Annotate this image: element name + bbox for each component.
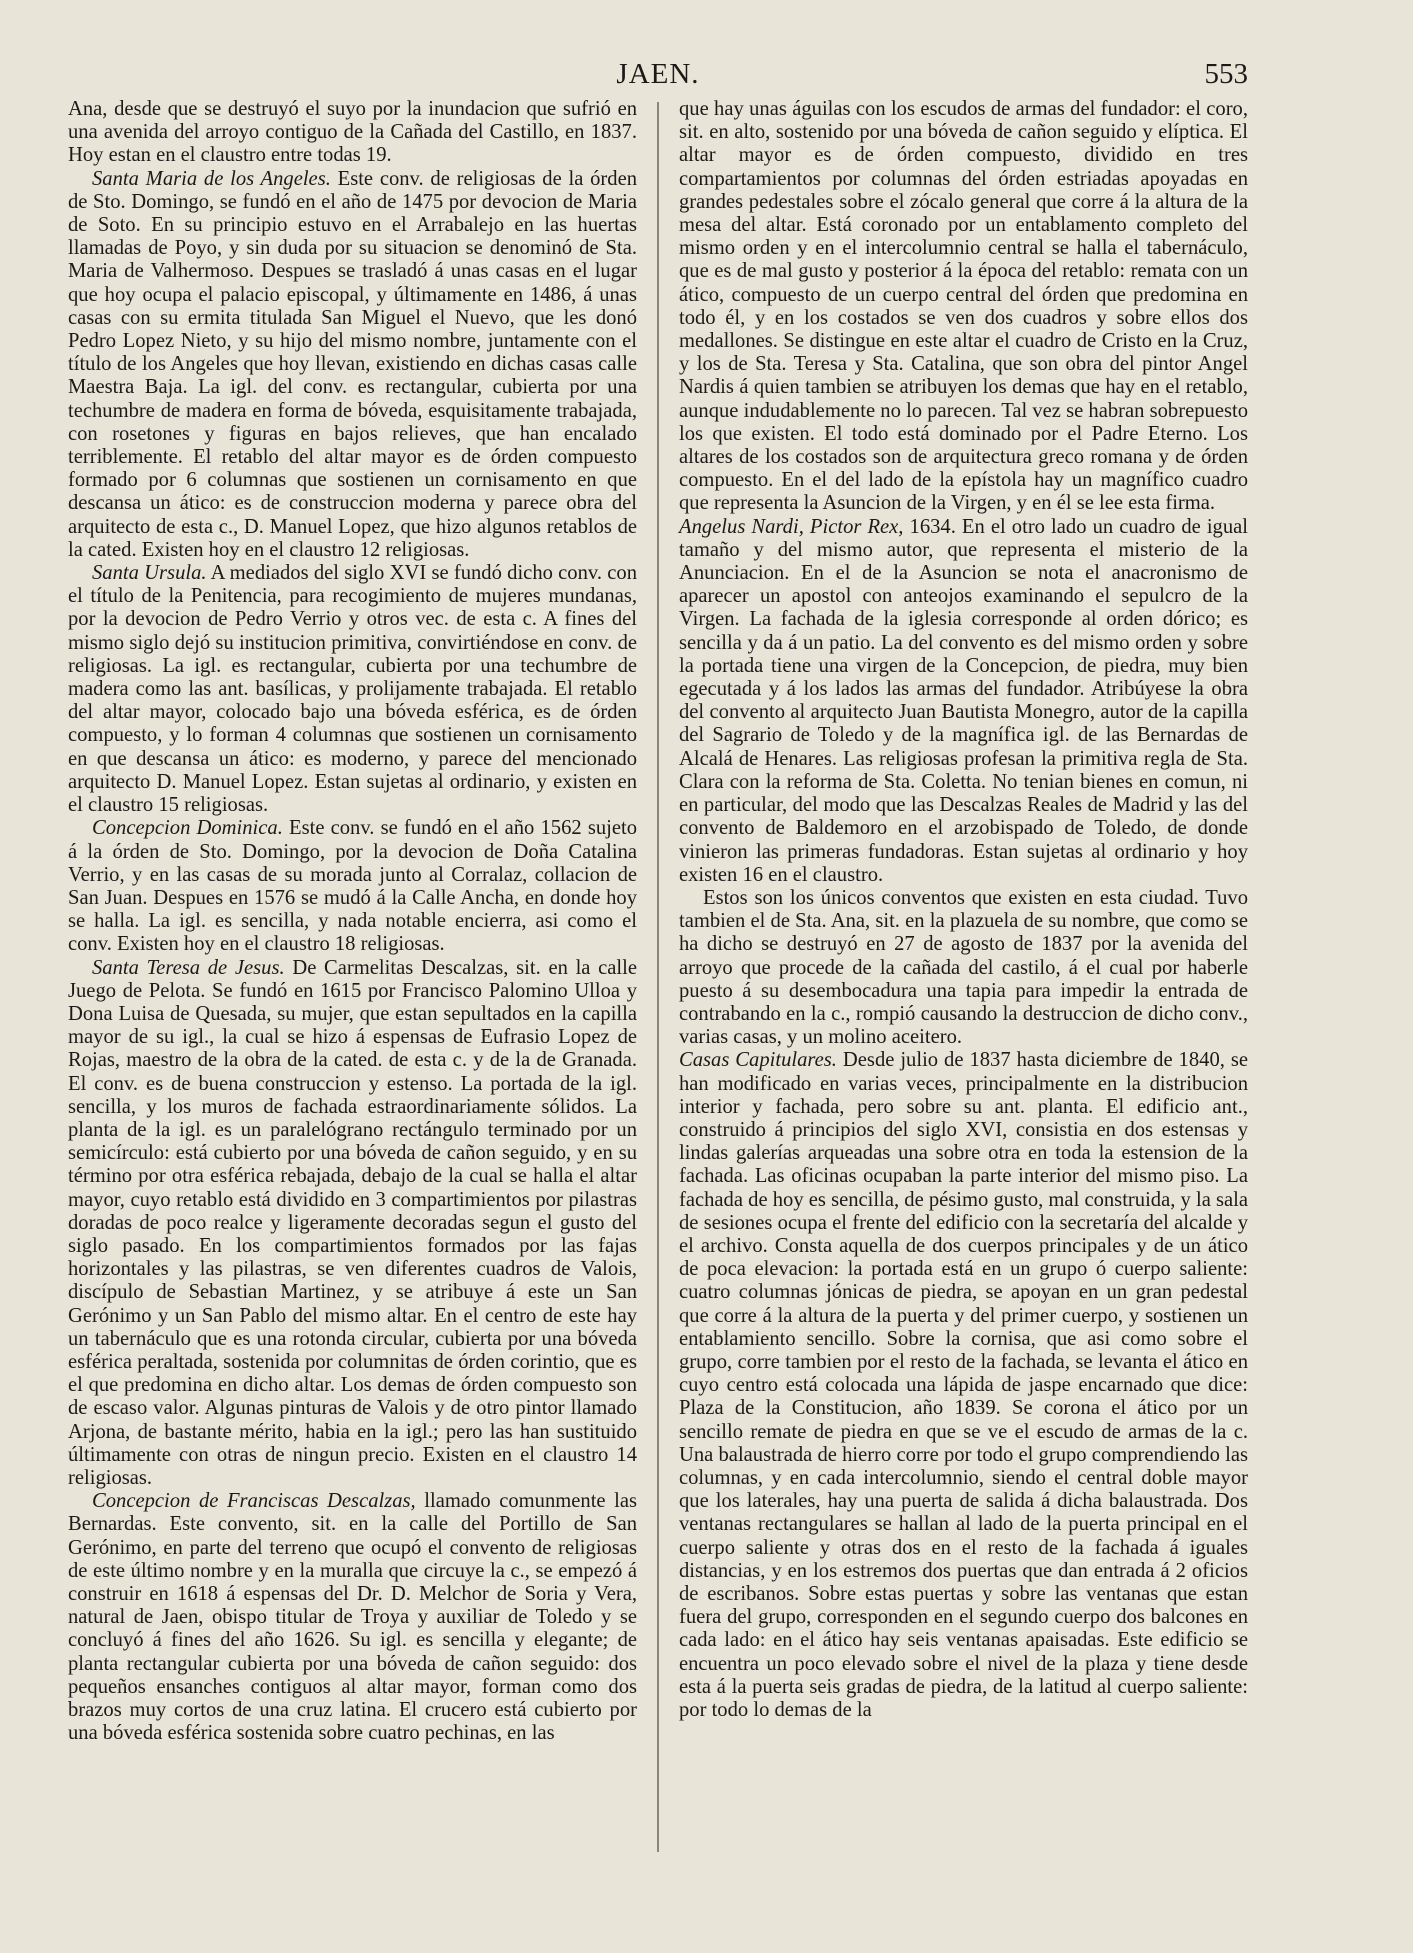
text-columns [68,98,1248,1933]
page-number: 553 [1204,58,1248,90]
section-title: Concepcion Dominica. [92,817,283,840]
paragraph-text: Estos son los únicos conventos que existen en esta ciudad. Tuvo tambien el de Sta. Ana, sit. en la plazuela de su nombre, que como se ha dicho se destruyó en 27 de agosto de 1837 por la avenida del arroyo que procede de la cañada del castilo, á el cual por haberle puesto á su desembocadura una tapia para impedir la entrada de contrabando en la c., rompió causando la destruccion de dicho conv., varias casas, y un molino aceitero. [678,886,1248,1049]
paragraph-text: A mediados del siglo XVI se fundó dicho conv. con el título de la Penitencia, para recogimiento de mujeres mundanas, por la devocion de Pedro Verrio y otros vec. de esta c. A fines del mismo siglo dejó su institucion primitiva, convirtiéndose en conv. de religiosas. La igl. es rectangular, cubierta por una techumbre de madera como las ant. basílicas, y prolijamente trabajada. El retablo del altar mayor, colocado bajo una bóveda esférica, es de órden compuesto, y lo forman 4 columnas que sostienen un cornisamento en que descansa un ático: es moderno, y parece del mencionado arquitecto D. Manuel Lopez. Estan sujetas al ordinario, y existen en el claustro 15 religiosas. [68,562,638,817]
paragraph-text: que hay unas águilas con los escudos de armas del fundador: el coro, sit. en alto, sostenido por una bóveda de cañon seguido y elíptica. El altar mayor es de órden compuesto, dividido en tres compartamientos por columnas del órden estriadas apoyadas en grandes pedestales sobre el zócalo general que corre á la altura de la mesa del altar. Está coronado por un entablamento completo del mismo orden y en el intercolumnio central se halla el tabernáculo, que es de mal gusto y posterior á la época del retablo: remata con un ático, compuesto de un cuerpo central del órden que predomina en todo él, y en los costados se ven dos cuadros y sobre ellos dos medallones. Se distingue en este altar el cuadro de Cristo en la Cruz, y los de Sta. Teresa y Sta. Catalina, que son obra del pintor Angel Nardis á quien tambien se atribuyen los demas que hay en el retablo, aunque indudablemente no lo parecen. Tal vez se habran sobrepuesto los que existen. El todo está dominado por el Padre Eterno. Los altares de los costados son de arquitectura greco romana y de órden compuesto. En el del lado de la epístola hay un magnífico cuadro que representa la Asuncion de la Virgen, y en él se lee esta firma. [678,98,1248,515]
paragraph-text: 1634. En el otro lado un cuadro de igual tamaño y del mismo autor, que representa el misterio de la Anunciacion. En el de la Asuncion se nota el anacronismo de aparecer un apostol con anteojos examinando el sepulcro de la Virgen. La fachada de la iglesia corresponde al orden dórico; es sencilla y da á un patio. La del convento es del mismo orden y sobre la portada tiene una virgen de la Concepcion, de piedra, muy bien egecutada y á los lados las armas del fundador. Atribúyese la obra del convento al arquitecto Juan Bautista Monegro, autor de la capilla del Sagrario de Toledo y de la magnífica igl. de las Bernardas de Alcalá de Henares. Las religiosas profesan la primitiva regla de Sta. Clara con la reforma de Sta. Coletta. No tenian bienes en comun, ni en particular, del modo que las Descalzas Reales de Madrid y las del convento de Baldemoro en el arzobispado de Toledo, de donde vinieron las primeras fundadoras. Estan sujetas al ordinario y hoy existen 16 en el claustro. [678,515,1248,886]
paragraph [679,887,1248,1049]
paragraph [68,1490,637,1745]
paragraph [68,817,637,956]
paragraph-text: Ana, desde que se destruyó el suyo por la inundacion que sufrió en una avenida del arroyo contiguo de la Cañada del Castillo, en 1837. Hoy estan en el claustro entre todas 19. [68,98,638,167]
right-column [679,98,1248,1933]
left-column [68,98,637,1933]
paragraph [68,168,637,562]
section-title: Santa Teresa de Jesus. [92,956,285,979]
section-title: Concepcion de Franciscas Descalzas, [92,1490,416,1513]
paragraph [68,562,637,817]
paragraph [679,98,1248,516]
paragraph-text: De Carmelitas Descalzas, sit. en la calle Juego de Pelota. Se fundó en 1615 por Francisco Palomino Ulloa y Dona Luisa de Quesada, su mujer, que estan sepultados en la capilla mayor de su igl., la cual se hizo á espensas de Eufrasio Lopez de Rojas, maestro de la obra de la cated. de esta c. y de la de Granada. El conv. es de buena construccion y estenso. La portada de la igl. sencilla, y los muros de fachada estraordinariamente sólidos. La planta de la igl. es un paralelógrano rectángulo terminado por un semicírculo: está cubierto por una bóveda de cañon seguido, y en su término por otra esférica rebajada, debajo de la cual se halla el altar mayor, cuyo retablo está dividido en 3 compartimientos por pilastras doradas de poco realce y ligeramente decoradas segun el gusto del siglo pasado. En los compartimientos formados por las fajas horizontales y las pilastras, se ven diferentes cuadros de Valois, discípulo de Sebastian Martinez, y se atribuye á este un San Gerónimo y un San Pablo del mismo altar. En el centro de este hay un tabernáculo que es una rotonda circular, cubierta por una bóveda esférica peraltada, sostenida por columnitas de órden corintio, que es el que predomina en dicho altar. Los demas de órden compuesto son de escaso valor. Algunas pinturas de Valois y de otro pintor llamado Arjona, de bastante mérito, habia en la igl.; pero las han sustituido últimamente con otras de ningun precio. Existen en el claustro 14 religiosas. [68,956,638,1489]
paragraph-text: Este conv. de religiosas de la órden de Sto. Domingo, se fundó en el año de 1475 por devocion de Maria de Soto. En su principio estuvo en el Arrabalejo en las huertas llamadas de Poyo, y sin duda por su situacion se denominó de Sta. Maria de Valhermoso. Despues se trasladó á unas casas en el lugar que hoy ocupa el palacio episcopal, y últimamente en 1486, á unas casas con su ermita titulada San Miguel el Nuevo, que les donó Pedro Lopez Nieto, y su hijo del mismo nombre, juntamente con el título de los Angeles que hoy llevan, existiendo en dichas casas calle Maestra Baja. La igl. del conv. es rectangular, cubierta por una techumbre de madera en forma de bóveda, esquisitamente trabajada, con rosetones y figuras en bajos relieves, que han encalado terriblemente. El retablo del altar mayor es de órden compuesto formado por 6 columnas que sostienen un cornisamento en que descansa un ático: es de construccion moderna y parece obra del arquitecto de esta c., D. Manuel Lopez, que hizo algunos retablos de la cated. Existen hoy en el claustro 12 religiosas. [68,167,638,561]
paragraph [679,1049,1248,1722]
running-head: JAEN. [616,58,700,90]
paragraph [679,516,1248,887]
page-header [68,58,1248,98]
paragraph-text: Este conv. se fundó en el año 1562 sujeto á la órden de Sto. Domingo, por la devocion de Doña Catalina Verrio, y en las casas de su morada junto al Corralaz, collacion de San Juan. Despues en 1576 se mudó á la Calle Ancha, en donde hoy se halla. La igl. es sencilla, y nada notable encierra, asi como el conv. Existen hoy en el claustro 18 religiosas. [68,817,638,956]
section-title: Santa Ursula. [92,562,207,585]
section-title: Angelus Nardi, Pictor Rex, [678,515,904,538]
paragraph-text: llamado comunmente las Bernardas. Este convento, sit. en la calle del Portillo de San Gerónimo, en parte del terreno que ocupó el convento de religiosas de este último nombre y en la muralla que circuye la c., se empezó á construir en 1618 á espensas del Dr. D. Melchor de Soria y Vera, natural de Jaen, obispo titular de Troya y auxiliar de Toledo y se concluyó á fines del año 1626. Su igl. es sencilla y elegante; de planta rectangular cubierta por una bóveda de cañon seguido: dos pequeños ensanches contiguos al altar mayor, forman como dos brazos muy cortos de una cruz latina. El crucero está cubierto por una bóveda esférica sostenida sobre cuatro pechinas, en las [68,1490,638,1745]
section-title: Santa Maria de los Angeles. [92,167,331,190]
section-title: Casas Capitulares. [678,1049,837,1072]
paragraph [68,957,637,1491]
column-divider [657,102,659,1852]
paragraph [68,98,637,168]
paragraph-text: Desde julio de 1837 hasta diciembre de 1840, se han modificado en varias veces, principalmente en la distribucion interior y fachada, pero sobre su ant. planta. El edificio ant., construido á principios del siglo XVI, consistia en dos estensas y lindas galerías arqueadas una sobre otra en toda la estension de la fachada. Las oficinas ocupaban la parte interior del mismo piso. La fachada de hoy es sencilla, de pésimo gusto, mal construida, y la sala de sesiones ocupa el frente del edificio con la secretaría del alcalde y el archivo. Consta aquella de dos cuerpos principales y de un ático de poca elevacion: la portada está en un grupo ó cuerpo saliente: cuatro columnas jónicas de piedra, se apoyan en un gran pedestal que corre á la altura de la puerta y del primer cuerpo, y sostienen un entablamiento sencillo. Sobre la cornisa, que asi como sobre el grupo, corre tambien por el resto de la fachada, se levanta el ático en cuyo centro está colocada una lápida de jaspe encarnado que dice: Plaza de la Constitucion, año 1839. Se corona el ático por un sencillo remate de piedra en que se ve el escudo de armas de la c. Una balaustrada de hierro corre por todo el grupo comprendiendo las columnas, y en cada intercolumnio, siendo el central doble mayor que los laterales, hay una puerta de salida á dicha balaustrada. Dos ventanas rectangulares se hallan al lado de la puerta principal en el cuerpo saliente y otras dos en el resto de la fachada á iguales distancias, y en los estremos dos puertas que dan entrada á 2 oficios de escribanos. Sobre estas puertas y sobre las ventanas que estan fuera del grupo, corresponden en el segundo cuerpo dos balcones en cada lado: en el ático hay seis ventanas apaisadas. Este edificio se encuentra un poco elevado sobre el nivel de la plaza y tiene desde esta á la puerta seis gradas de piedra, de la latitud al cuerpo saliente: por todo lo demas de la [678,1049,1248,1722]
